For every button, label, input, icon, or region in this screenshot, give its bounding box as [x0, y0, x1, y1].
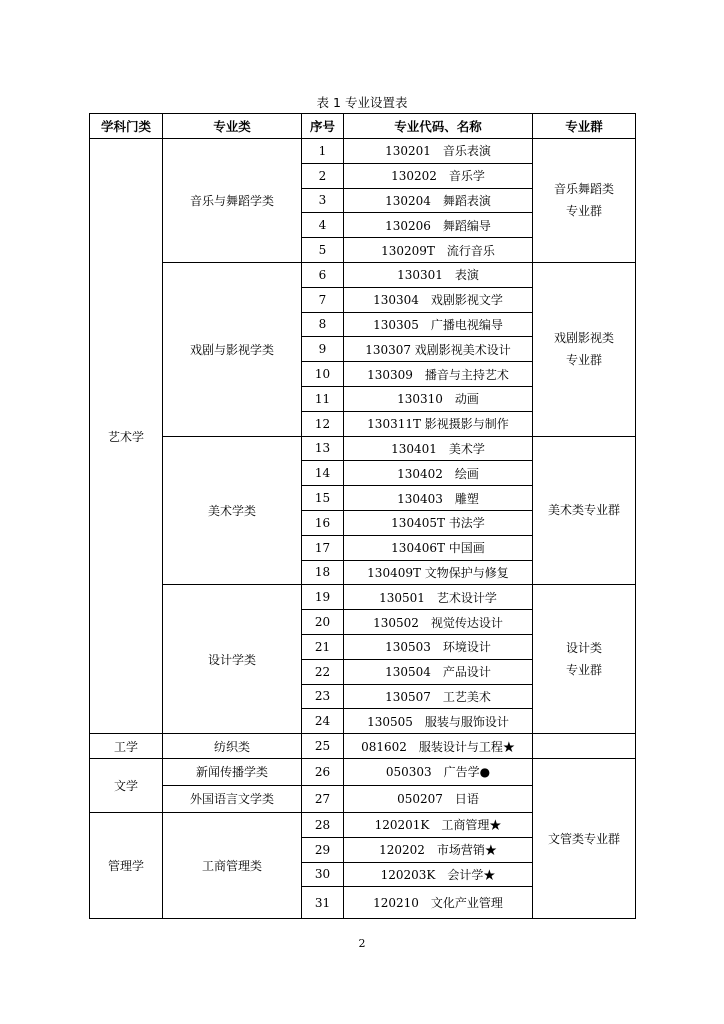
major-cell: 130409T 文物保护与修复	[344, 560, 533, 585]
group-cell: 美术类专业群	[533, 436, 636, 585]
major-cell: 130503 环境设计	[344, 634, 533, 659]
major-cell: 081602 服装设计与工程★	[344, 734, 533, 759]
group-cell	[533, 585, 636, 734]
row-number: 27	[302, 785, 344, 812]
row-number: 11	[302, 386, 344, 411]
row-number: 23	[302, 684, 344, 709]
major-cell: 130311T 影视摄影与制作	[344, 411, 533, 436]
header-category: 专业类	[163, 114, 302, 139]
major-cell: 120203K 会计学★	[344, 862, 533, 887]
row-number: 26	[302, 758, 344, 785]
row-number: 18	[302, 560, 344, 585]
table-row	[90, 436, 636, 461]
row-number: 5	[302, 238, 344, 263]
row-number: 20	[302, 610, 344, 635]
major-cell: 130304 戏剧影视文学	[344, 287, 533, 312]
major-cell: 130301 表演	[344, 262, 533, 287]
category-cell: 外国语言文学类	[163, 785, 302, 812]
row-number: 31	[302, 887, 344, 919]
table-row	[90, 262, 636, 287]
row-number: 17	[302, 535, 344, 560]
major-cell: 130405T 书法学	[344, 510, 533, 535]
row-number: 3	[302, 188, 344, 213]
major-cell: 130309 播音与主持艺术	[344, 362, 533, 387]
table-row	[90, 139, 636, 164]
table-row	[90, 758, 636, 785]
row-number: 16	[302, 510, 344, 535]
header-major: 专业代码、名称	[344, 114, 533, 139]
row-number: 24	[302, 709, 344, 734]
row-number: 2	[302, 163, 344, 188]
row-number: 29	[302, 837, 344, 862]
major-cell: 130204 舞蹈表演	[344, 188, 533, 213]
row-number: 25	[302, 734, 344, 759]
major-cell: 120210 文化产业管理	[344, 887, 533, 919]
category-cell: 设计学类	[163, 585, 302, 734]
discipline-cell: 文学	[90, 758, 163, 812]
major-cell: 120202 市场营销★	[344, 837, 533, 862]
major-cell: 130401 美术学	[344, 436, 533, 461]
major-settings-table	[89, 113, 636, 919]
discipline-cell: 工学	[90, 734, 163, 759]
category-cell: 音乐与舞蹈学类	[163, 139, 302, 263]
group-cell	[533, 262, 636, 436]
major-cell: 050207 日语	[344, 785, 533, 812]
major-cell: 120201K 工商管理★	[344, 812, 533, 837]
row-number: 30	[302, 862, 344, 887]
discipline-cell: 艺术学	[90, 139, 163, 734]
row-number: 9	[302, 337, 344, 362]
category-cell: 工商管理类	[163, 812, 302, 918]
row-number: 22	[302, 659, 344, 684]
page-number: 2	[358, 937, 366, 950]
major-cell: 130505 服装与服饰设计	[344, 709, 533, 734]
major-cell: 130403 雕塑	[344, 486, 533, 511]
category-cell: 戏剧与影视学类	[163, 262, 302, 436]
major-cell: 130507 工艺美术	[344, 684, 533, 709]
row-number: 8	[302, 312, 344, 337]
group-label: 音乐舞蹈类 专业群	[553, 182, 614, 219]
group-cell	[533, 139, 636, 263]
major-cell: 130307 戏剧影视美术设计	[344, 337, 533, 362]
row-number: 15	[302, 486, 344, 511]
header-group: 专业群	[533, 114, 636, 139]
row-number: 7	[302, 287, 344, 312]
major-cell: 130502 视觉传达设计	[344, 610, 533, 635]
category-cell: 美术学类	[163, 436, 302, 585]
row-number: 21	[302, 634, 344, 659]
header-number: 序号	[302, 114, 344, 139]
row-number: 6	[302, 262, 344, 287]
table-row	[90, 734, 636, 759]
major-cell: 130305 广播电视编导	[344, 312, 533, 337]
category-cell: 新闻传播学类	[163, 758, 302, 785]
header-row	[90, 114, 636, 139]
discipline-cell: 管理学	[90, 812, 163, 918]
major-cell: 130202 音乐学	[344, 163, 533, 188]
major-cell: 050303 广告学●	[344, 758, 533, 785]
row-number: 1	[302, 139, 344, 164]
group-cell-empty	[533, 734, 636, 759]
group-label: 设计类 专业群	[565, 641, 602, 678]
major-cell: 130209T 流行音乐	[344, 238, 533, 263]
major-cell: 130201 音乐表演	[344, 139, 533, 164]
row-number: 28	[302, 812, 344, 837]
major-cell: 130206 舞蹈编导	[344, 213, 533, 238]
major-cell: 130402 绘画	[344, 461, 533, 486]
category-cell: 纺织类	[163, 734, 302, 759]
row-number: 13	[302, 436, 344, 461]
row-number: 4	[302, 213, 344, 238]
row-number: 12	[302, 411, 344, 436]
major-cell: 130406T 中国画	[344, 535, 533, 560]
header-discipline: 学科门类	[90, 114, 163, 139]
group-cell: 文管类专业群	[533, 758, 636, 918]
table-row	[90, 585, 636, 610]
row-number: 14	[302, 461, 344, 486]
major-cell: 130310 动画	[344, 386, 533, 411]
table-caption: 表 1 专业设置表	[316, 95, 408, 110]
row-number: 10	[302, 362, 344, 387]
group-label: 戏剧影视类 专业群	[553, 331, 614, 368]
major-cell: 130501 艺术设计学	[344, 585, 533, 610]
row-number: 19	[302, 585, 344, 610]
major-cell: 130504 产品设计	[344, 659, 533, 684]
